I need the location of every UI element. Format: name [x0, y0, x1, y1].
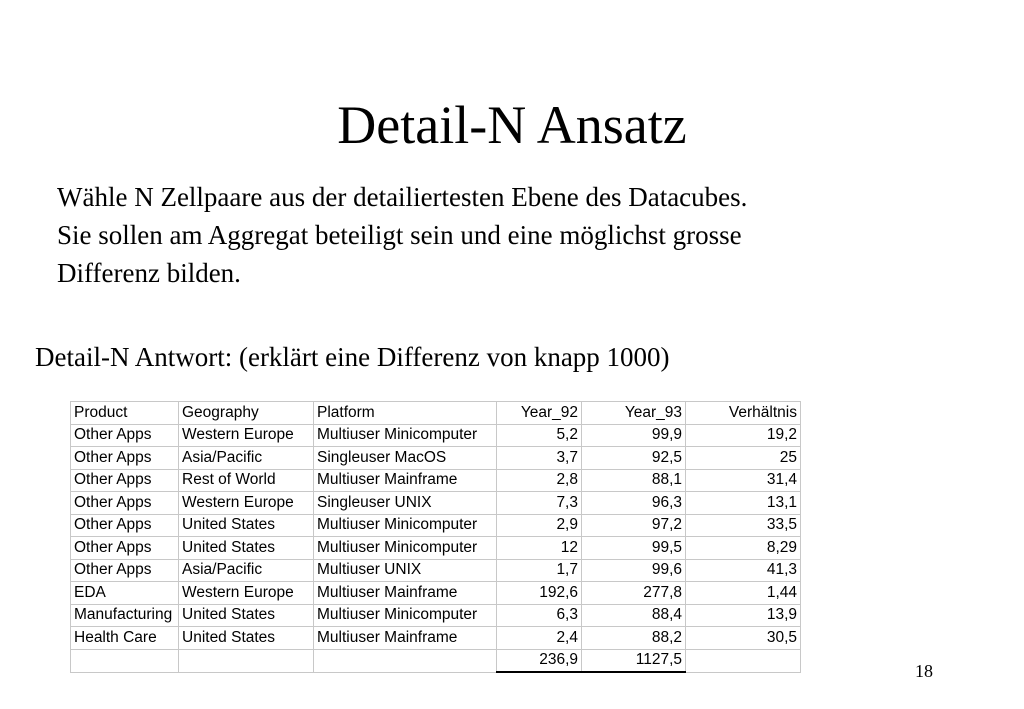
table-cell: 8,29 — [686, 537, 801, 560]
table-row — [71, 582, 801, 605]
table-cell: 99,9 — [582, 424, 686, 447]
column-header: Verhältnis — [686, 402, 801, 425]
table-cell: United States — [179, 604, 314, 627]
table-row — [71, 627, 801, 650]
table-cell: 92,5 — [582, 447, 686, 470]
table-cell: United States — [179, 537, 314, 560]
table-header-row — [71, 402, 801, 425]
table-cell: Multiuser Mainframe — [314, 469, 497, 492]
table-cell: Other Apps — [71, 492, 179, 515]
total-cell — [314, 649, 497, 672]
table-row — [71, 447, 801, 470]
table-cell: 3,7 — [497, 447, 582, 470]
table-cell: Other Apps — [71, 469, 179, 492]
table-cell: Multiuser Mainframe — [314, 627, 497, 650]
totals-row — [71, 649, 801, 672]
table-cell: 88,1 — [582, 469, 686, 492]
table-cell: 33,5 — [686, 514, 801, 537]
table-row — [71, 604, 801, 627]
total-cell — [71, 649, 179, 672]
paragraph-line: Differenz bilden. — [57, 258, 241, 288]
table-row — [71, 514, 801, 537]
table-cell: Other Apps — [71, 514, 179, 537]
table-cell: 88,2 — [582, 627, 686, 650]
answer-statement: Detail-N Antwort: (erklärt eine Differenz von knapp 1000) — [35, 342, 670, 372]
table-cell: EDA — [71, 582, 179, 605]
table-cell: 19,2 — [686, 424, 801, 447]
table-cell: Other Apps — [71, 424, 179, 447]
table-cell: 277,8 — [582, 582, 686, 605]
table-cell: 97,2 — [582, 514, 686, 537]
table-cell: Multiuser Minicomputer — [314, 604, 497, 627]
slide-paragraph — [57, 178, 957, 292]
paragraph-line: Wähle N Zellpaare aus der detailiertesten Ebene des Datacubes. — [57, 182, 748, 212]
table-cell: Other Apps — [71, 447, 179, 470]
data-table — [70, 401, 801, 673]
table-cell: 1,44 — [686, 582, 801, 605]
slide-title: Detail-N Ansatz — [337, 95, 687, 155]
table-cell: Singleuser UNIX — [314, 492, 497, 515]
table-cell: 41,3 — [686, 559, 801, 582]
table-cell: Manufacturing — [71, 604, 179, 627]
table-cell: United States — [179, 627, 314, 650]
table-cell: 99,5 — [582, 537, 686, 560]
table-body — [71, 402, 801, 673]
table-row — [71, 537, 801, 560]
total-cell — [179, 649, 314, 672]
table-cell: Multiuser UNIX — [314, 559, 497, 582]
table-cell: Multiuser Minicomputer — [314, 424, 497, 447]
table-cell: 6,3 — [497, 604, 582, 627]
column-header: Geography — [179, 402, 314, 425]
table-cell: 7,3 — [497, 492, 582, 515]
table-cell: 13,1 — [686, 492, 801, 515]
table-cell: Western Europe — [179, 424, 314, 447]
table-cell: 2,9 — [497, 514, 582, 537]
column-header: Year_93 — [582, 402, 686, 425]
table-cell: 88,4 — [582, 604, 686, 627]
table-cell: 99,6 — [582, 559, 686, 582]
table-cell: Asia/Pacific — [179, 559, 314, 582]
table-row — [71, 469, 801, 492]
table-cell: 30,5 — [686, 627, 801, 650]
table-cell: Multiuser Mainframe — [314, 582, 497, 605]
table-cell: Other Apps — [71, 559, 179, 582]
table-cell: Multiuser Minicomputer — [314, 514, 497, 537]
table-row — [71, 492, 801, 515]
column-header: Platform — [314, 402, 497, 425]
table-cell: Health Care — [71, 627, 179, 650]
table-cell: 25 — [686, 447, 801, 470]
table-cell: Rest of World — [179, 469, 314, 492]
column-header: Year_92 — [497, 402, 582, 425]
table-cell: Western Europe — [179, 492, 314, 515]
table-cell: 2,8 — [497, 469, 582, 492]
table-cell: 13,9 — [686, 604, 801, 627]
table-cell: 96,3 — [582, 492, 686, 515]
table-cell: 2,4 — [497, 627, 582, 650]
column-header: Product — [71, 402, 179, 425]
total-cell: 236,9 — [497, 649, 582, 672]
table-cell: United States — [179, 514, 314, 537]
table-cell: Asia/Pacific — [179, 447, 314, 470]
table-cell: 192,6 — [497, 582, 582, 605]
table-cell: Multiuser Minicomputer — [314, 537, 497, 560]
table-cell: Western Europe — [179, 582, 314, 605]
table-row — [71, 559, 801, 582]
table-row — [71, 424, 801, 447]
table-cell: 12 — [497, 537, 582, 560]
table-cell: 31,4 — [686, 469, 801, 492]
table-cell: 1,7 — [497, 559, 582, 582]
table-cell: Singleuser MacOS — [314, 447, 497, 470]
table-cell: 5,2 — [497, 424, 582, 447]
total-cell: 1127,5 — [582, 649, 686, 672]
total-cell — [686, 649, 801, 672]
page-number: 18 — [915, 661, 933, 681]
paragraph-line: Sie sollen am Aggregat beteiligt sein und eine möglichst grosse — [57, 220, 742, 250]
table-cell: Other Apps — [71, 537, 179, 560]
